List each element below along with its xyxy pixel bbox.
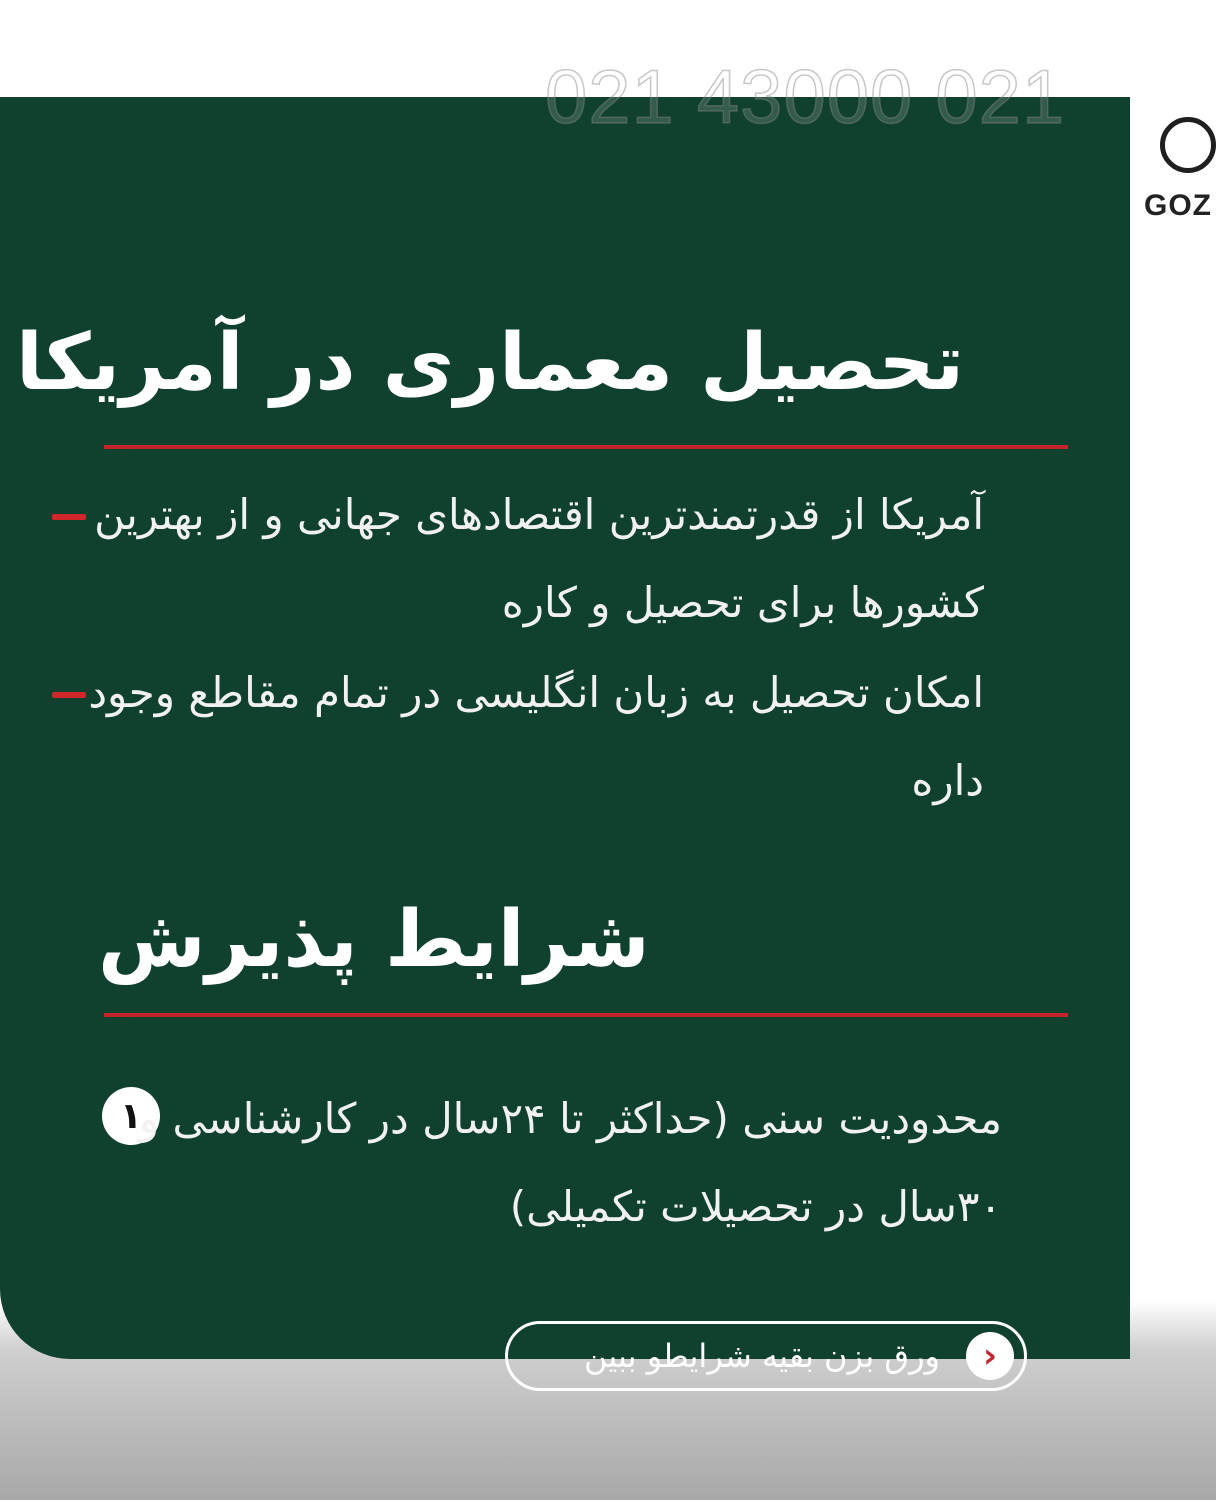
phone-watermark: 021 43000 021 <box>545 55 1066 140</box>
logo-badge <box>1130 97 1210 265</box>
bullet-item: امکان تحصیل به زبان انگلیسی در تمام مقاطع وجود داره <box>88 668 984 805</box>
bullet-item: آمریکا از قدرتمندترین اقتصادهای جهانی و از بهترین کشورها برای تحصیل و کاره <box>94 490 984 627</box>
page-title: تحصیل معماری در آمریکا <box>16 318 964 408</box>
content-card <box>0 97 1130 1376</box>
logo-text: GOZ <box>1144 189 1212 222</box>
swipe-next-button[interactable] <box>505 1321 1027 1391</box>
section-heading: شرایط پذیرش <box>98 895 650 985</box>
chevron-right-icon: › <box>966 1332 1014 1380</box>
condition-item: محدودیت سنی (حداکثر تا ۲۴سال در کارشناسی و ۳۰سال در تحصیلات تکمیلی) <box>138 1094 1002 1231</box>
divider <box>104 1013 1068 1017</box>
plane-globe-icon <box>1160 117 1216 173</box>
divider <box>104 445 1068 449</box>
swipe-next-label: ورق بزن بقیه شرایطو ببین <box>583 1337 940 1375</box>
condition-number-badge: ۱ <box>102 1087 160 1145</box>
